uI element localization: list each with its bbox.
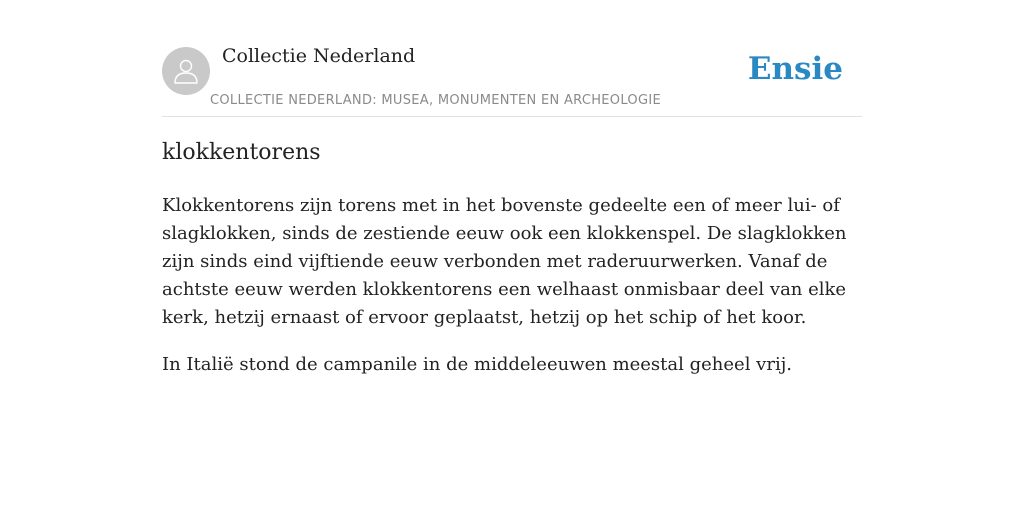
user-icon xyxy=(171,56,201,86)
author-avatar[interactable] xyxy=(162,47,210,95)
article-header xyxy=(162,40,862,117)
article-paragraph: In Italië stond de campanile in de middeleeuwen meestal geheel vrij. xyxy=(162,354,792,375)
source-label[interactable]: COLLECTIE NEDERLAND: MUSEA, MONUMENTEN EN ARCHEOLOGIE xyxy=(210,93,661,108)
brand-logo[interactable]: Ensie xyxy=(747,51,843,87)
article-title: klokkentorens xyxy=(162,140,321,165)
article-body xyxy=(162,192,862,398)
author-name[interactable]: Collectie Nederland xyxy=(222,45,416,67)
article-paragraph: Klokkentorens zijn torens met in het bovenste gedeelte een of meer lui- of slagklokken, sinds de zestiende eeuw ook een klokkenspel. De slagklokken zijn sinds eind vijftiende eeuw verbonden met raderuurwerken. Vanaf de achtste eeuw werden klokkentorens een welhaast onmisbaar deel van elke kerk, hetzij ernaast of ervoor geplaatst, hetzij op het schip of het koor. xyxy=(162,195,847,328)
